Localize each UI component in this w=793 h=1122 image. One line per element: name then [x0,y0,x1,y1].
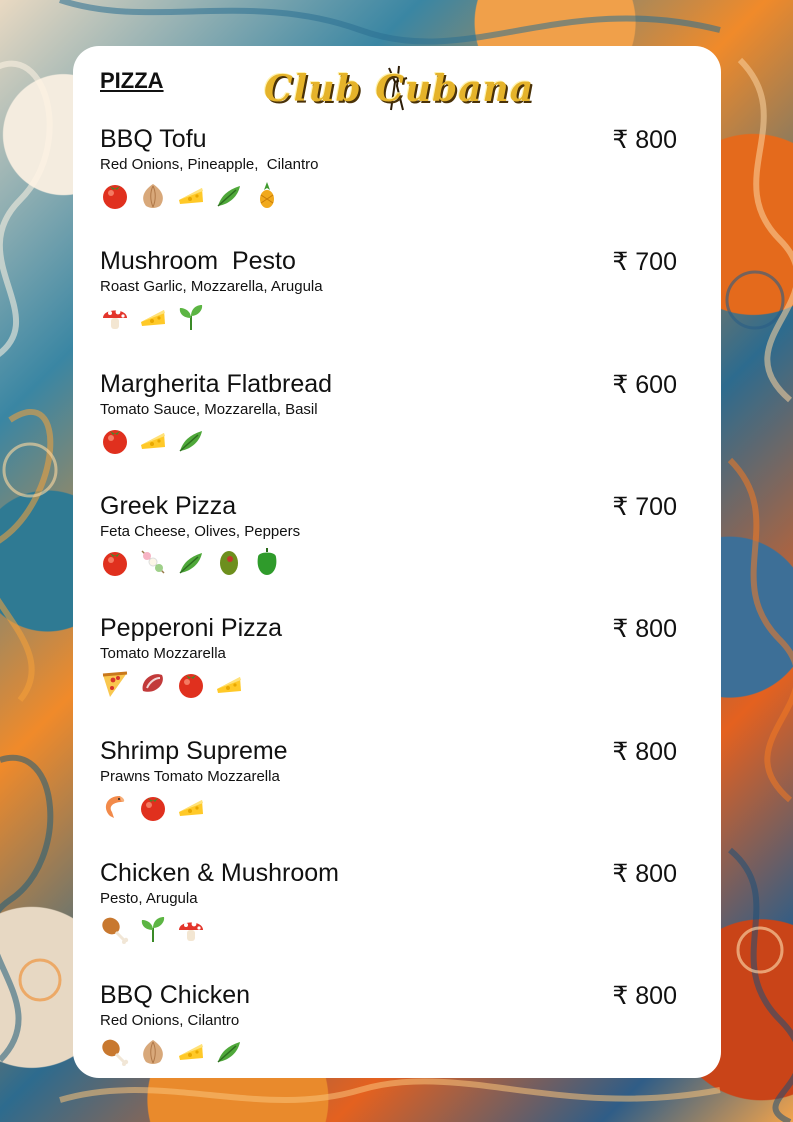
onion-icon [138,1036,168,1066]
drumstick-icon [100,914,130,944]
mushroom-icon [100,302,130,332]
item-price: ₹ 800 [612,126,677,154]
pineapple-icon [252,180,282,210]
cheese-icon [214,669,244,699]
item-name: Pepperoni Pizza [100,614,283,642]
menu-item [100,737,677,847]
menu-item [100,859,677,969]
tomato-icon [138,792,168,822]
item-description: Prawns Tomato Mozzarella [100,768,280,785]
herb-icon [214,180,244,210]
mushroom-icon [176,914,206,944]
item-name: Greek Pizza [100,492,237,520]
item-price: ₹ 800 [612,860,677,888]
club-cubana-logo [249,60,549,118]
onion-icon [138,180,168,210]
ingredient-icons [100,425,206,455]
logo-wordmark: Club Cubana [263,68,535,110]
menu-item [100,125,677,235]
meat-icon [138,669,168,699]
cheese-icon [138,302,168,332]
menu-item [100,614,677,724]
sprout-icon [176,302,206,332]
cheese-icon [176,180,206,210]
ingredient-icons [100,669,244,699]
section-title: PIZZA [100,68,164,93]
ingredient-icons [100,547,282,577]
ingredient-icons [100,180,282,210]
ingredient-icons [100,792,206,822]
ingredient-icons [100,914,206,944]
drumstick-icon [100,1036,130,1066]
skewer-icon [138,547,168,577]
item-description: Red Onions, Cilantro [100,1012,240,1029]
tomato-icon [100,425,130,455]
cheese-icon [138,425,168,455]
ingredient-icons [100,1036,244,1066]
menu-item [100,981,677,1091]
item-price: ₹ 800 [612,982,677,1010]
tomato-icon [176,669,206,699]
menu-item [100,370,677,480]
herb-icon [176,425,206,455]
shrimp-icon [100,792,130,822]
item-name: BBQ Tofu [100,125,207,153]
cheese-icon [176,1036,206,1066]
item-name: Margherita Flatbread [100,370,333,398]
menu-item [100,247,677,357]
menu-card [73,46,721,1078]
ingredient-icons [100,302,206,332]
pizza-icon [100,669,130,699]
item-name: BBQ Chicken [100,981,251,1009]
menu-item [100,492,677,602]
item-price: ₹ 700 [612,248,677,276]
pepper-icon [252,547,282,577]
item-name: Mushroom Pesto [100,247,296,275]
olive-icon [214,547,244,577]
item-price: ₹ 800 [612,738,677,766]
tomato-icon [100,547,130,577]
tomato-icon [100,180,130,210]
item-price: ₹ 800 [612,615,677,643]
item-price: ₹ 700 [612,493,677,521]
item-name: Chicken & Mushroom [100,859,339,887]
cheese-icon [176,792,206,822]
item-price: ₹ 600 [612,371,677,399]
sprout-icon [138,914,168,944]
herb-icon [176,547,206,577]
item-name: Shrimp Supreme [100,737,288,765]
herb-icon [214,1036,244,1066]
item-description: Feta Cheese, Olives, Peppers [100,523,301,540]
item-description: Roast Garlic, Mozzarella, Arugula [100,278,323,295]
item-description: Tomato Sauce, Mozzarella, Basil [100,401,318,418]
item-description: Tomato Mozzarella [100,645,226,662]
item-description: Red Onions, Pineapple, Cilantro [100,156,319,173]
item-description: Pesto, Arugula [100,890,198,907]
